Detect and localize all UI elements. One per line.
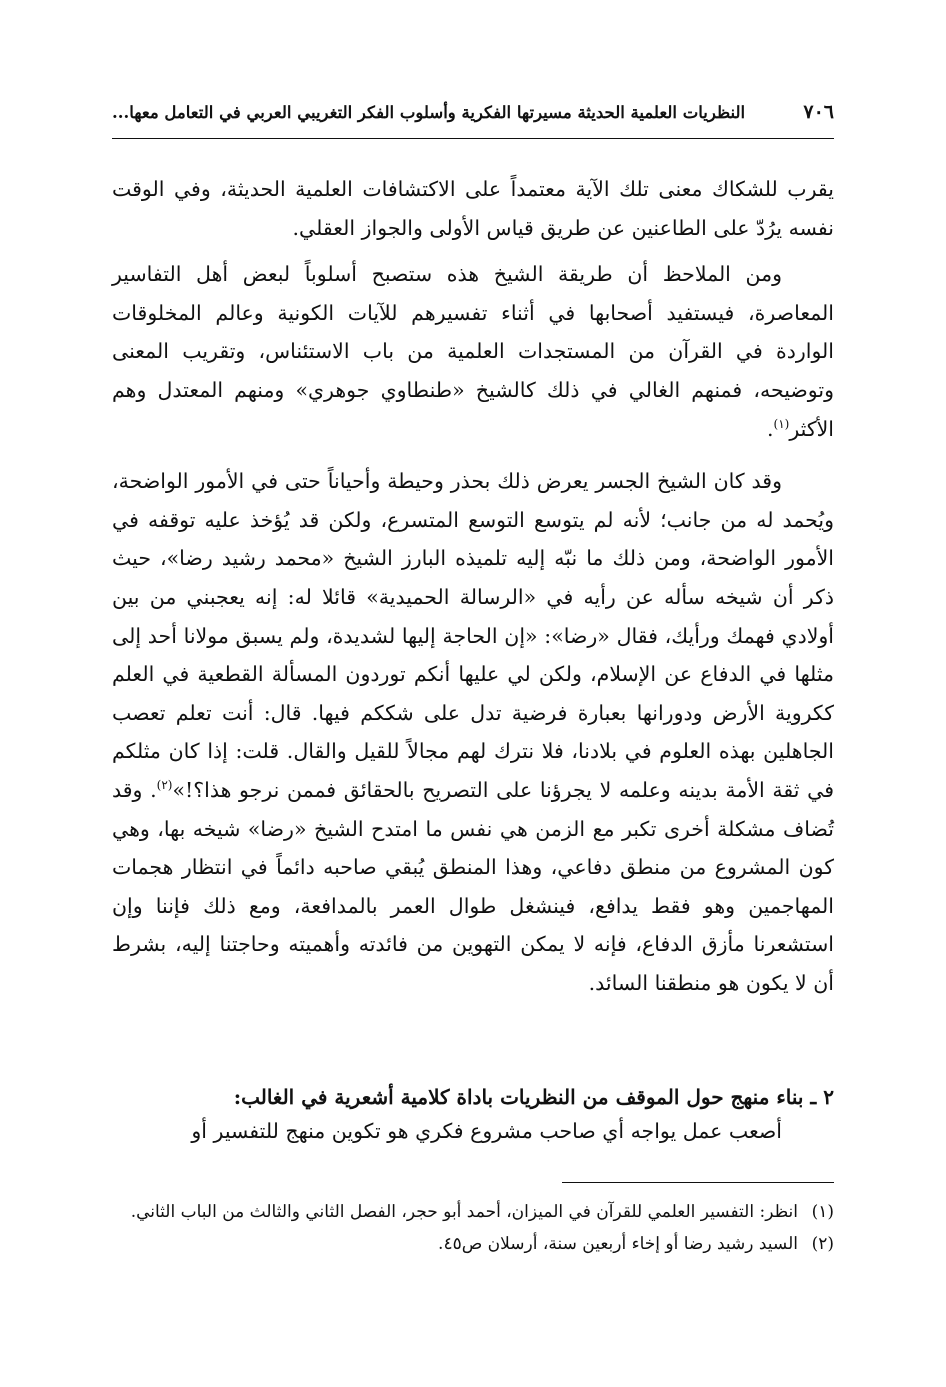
footnote-ref-1[interactable]: (١) (773, 416, 790, 431)
paragraph-3 (112, 462, 834, 1002)
paragraph-2-text: ومن الملاحظ أن طريقة الشيخ هذه ستصبح أسلوباً لبعض أهل التفاسير المعاصرة، فيستفيد أصحابها في أثناء تفسيرهم للآيات الكونية وعالم المخلوقات الواردة في القرآن من المستجدات العلمية من باب الاستئناس، وتقريب المعنى وتوضيحه، فمنهم الغالي في ذلك كالشيخ «طنطاوي جوهري» ومنهم المعتدل وهم الأكثر (112, 262, 834, 441)
footnote-ref-2[interactable]: (٢) (156, 778, 173, 793)
footnote-mark: (٢) (811, 1234, 834, 1254)
page-header (112, 96, 834, 128)
paragraph-2 (112, 255, 834, 448)
paragraph-1: يقرب للشكاك معنى تلك الآية معتمداً على الاكتشافات العلمية الحديثة، وفي الوقت نفسه يرُدّ على الطاعنين عن طريق قياس الأولى والجواز العقلي. (112, 177, 834, 240)
paragraph-3-end: . وقد تُضاف مشكلة أخرى تكبر مع الزمن هي نفس ما امتدح الشيخ «رضا» شيخه بها، وهي كون المشروع من منطق دفاعي، وهذا المنطق يُبقي صاحبه دائماً في انتظار هجمات المهاجمين وهو فقط يدافع، فينشغل طوال العمر بالمدافعة، ومع ذلك فإننا وإن استشعرنا مأزق الدفاع، فإنه لا يمكن التهوين من فائدته وأهميته وحاجتنا إليه، بشرط أن لا يكون هو منطقنا السائد. (112, 777, 834, 995)
footnote-item (112, 1196, 834, 1228)
paragraph-2-end: . (766, 416, 774, 441)
paragraph-3-text: وقد كان الشيخ الجسر يعرض ذلك بحذر وحيطة وأحياناً حتى في الأمور الواضحة، ويُحمد له من جانب؛ لأنه لم يتوسع التوسع المتسرع، ولكن قد يُؤخذ عليه توقفه في الأمور الواضحة، ومن ذلك ما نبّه إليه تلميذه البارز الشيخ «محمد رشيد رضا»، حيث ذكر أن شيخه سأله عن رأيه في «الرسالة الحميدية» قائلا له: إنه يعجبني من بين أولادي فهمك ورأيك، فقال «رضا»: «إن الحاجة إليها لشديدة، ولم يسبق مولانا أحد إلى مثلها في الدفاع عن الإسلام، ولكن لي عليها أنكم توردون المسألة القطعية في العلم ككروية الأرض ودورانها بعبارة فرضية تدل على شككم فيها. قال: أنت تعلم تعصب الجاهلين بهذه العلوم في بلادنا، فلا نترك لهم مجالاً للقيل والقال. قلت: إذا كان مثلكم في ثقة الأمة بدينه وعلمه لا يجرؤنا على التصريح بالحقائق فممن نرجو هذا؟!» (112, 469, 834, 802)
header-divider (112, 138, 834, 139)
section-first-line: أصعب عمل يواجه أي صاحب مشروع فكري هو تكوين منهج للتفسير أو (191, 1119, 782, 1143)
footnote-divider (562, 1182, 834, 1183)
body-text (112, 170, 834, 1002)
section-heading: ٢ ـ بناء منهج حول الموقف من النظريات باداة كلامية أشعرية في الغالب: (233, 1085, 834, 1109)
footnote-mark: (١) (811, 1202, 834, 1222)
running-title: النظريات العلمية الحديثة مسيرتها الفكرية وأسلوب الفكر التغريبي العربي في التعامل معها... (112, 102, 746, 122)
footnote-text: السيد رشيد رضا أو إخاء أربعين سنة، أرسلان ص٤٥. (438, 1234, 798, 1254)
page-number: ٧٠٦ (803, 101, 834, 123)
footnote-item (112, 1228, 834, 1260)
footnotes (112, 1196, 834, 1260)
footnote-text: انظر: التفسير العلمي للقرآن في الميزان، أحمد أبو حجر، الفصل الثاني والثالث من الباب الثاني. (130, 1202, 798, 1222)
